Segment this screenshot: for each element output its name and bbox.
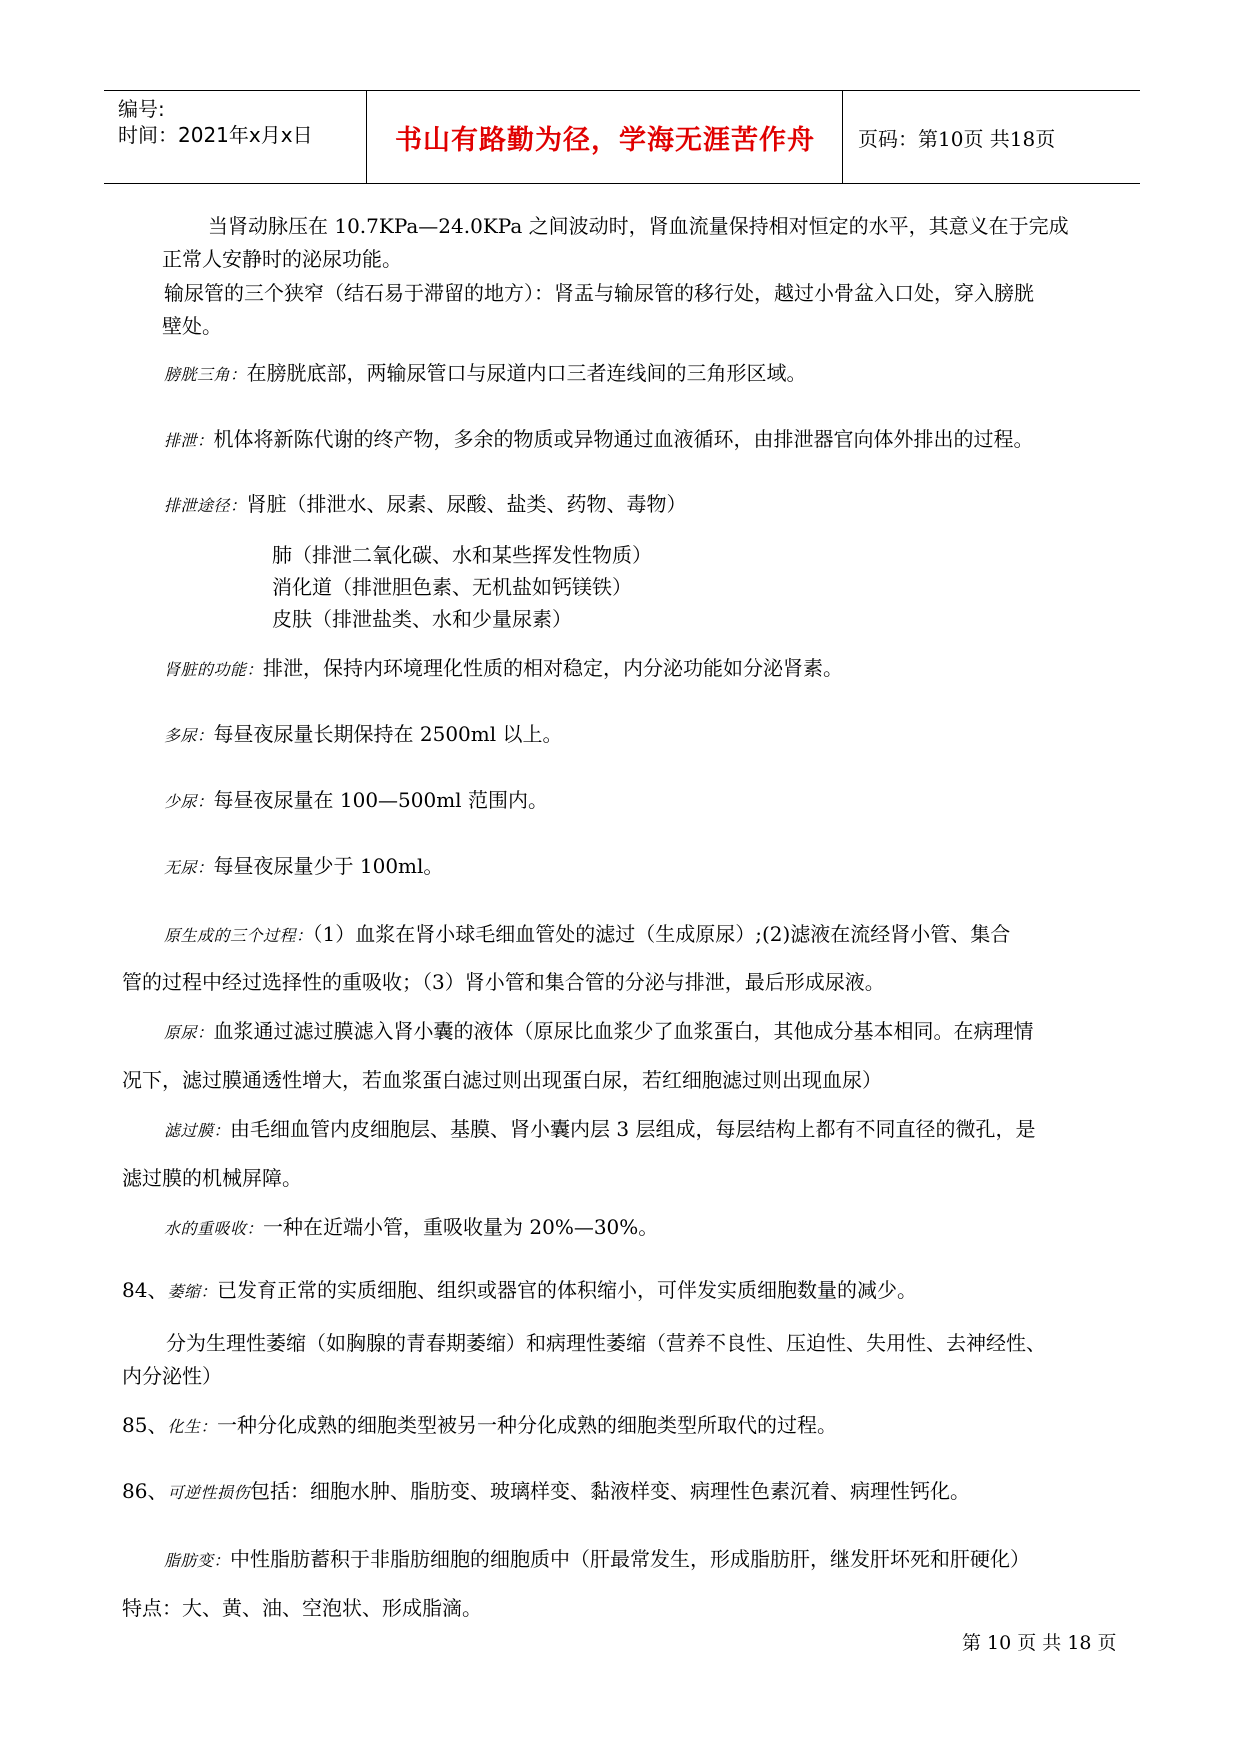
body-line: 管的过程中经过选择性的重吸收；（3）肾小管和集合管的分泌与排泄，最后形成尿液。 <box>122 970 885 994</box>
definition-line: 水的重吸收：一种在近端小管，重吸收量为 20%—30%。 <box>164 1215 659 1239</box>
term-label: 水的重吸收： <box>164 1219 264 1238</box>
definition-line: 膀胱三角：在膀胱底部，两输尿管口与尿道内口三者连线间的三角形区域。 <box>164 361 807 385</box>
page-footer: 第 10 页 共 18 页 <box>962 1632 1117 1654</box>
document-time-label: 时间：2021年x月x日 <box>118 123 313 147</box>
term-label: 无尿： <box>164 858 214 877</box>
definition-line: 无尿：每昼夜尿量少于 100ml。 <box>164 854 444 878</box>
definition-line: 多尿：每昼夜尿量长期保持在 2500ml 以上。 <box>164 722 563 746</box>
term-label: 膀胱三角： <box>164 365 247 384</box>
definition-line: 滤过膜：由毛细血管内皮细胞层、基膜、肾小囊内层 3 层组成，每层结构上都有不同直径的微孔，是 <box>164 1117 1036 1141</box>
body-line: 分为生理性萎缩（如胸腺的青春期萎缩）和病理性萎缩（营养不良性、压迫性、失用性、去神经性、 <box>166 1331 1046 1355</box>
page-header <box>104 90 1140 184</box>
term-label: 原生成的三个过程： <box>164 926 313 945</box>
header-motto-cell <box>368 91 843 183</box>
term-label: 脂肪变： <box>164 1551 231 1570</box>
term-label: 少尿： <box>164 792 214 811</box>
item-number: 84、 <box>122 1278 168 1302</box>
document-number-label: 编号: <box>118 97 165 121</box>
term-label: 原尿： <box>164 1023 214 1042</box>
definition-line: 原尿：血浆通过滤过膜滤入肾小囊的液体（原尿比血浆少了血浆蛋白，其他成分基本相同。在病理情 <box>164 1019 1034 1043</box>
item-number: 86、 <box>122 1479 168 1503</box>
body-line: 当肾动脉压在 10.7KPa—24.0KPa 之间波动时，肾血流量保持相对恒定的水平，其意义在于完成 <box>208 214 1069 238</box>
definition-line: 肾脏的功能：排泄，保持内环境理化性质的相对稳定，内分泌功能如分泌肾素。 <box>164 656 844 680</box>
header-page-cell <box>844 91 1140 183</box>
numbered-definition-line: 85、化生：一种分化成熟的细胞类型被另一种分化成熟的细胞类型所取代的过程。 <box>122 1413 837 1437</box>
definition-line: 原生成的三个过程：（1）血浆在肾小球毛细血管处的滤过（生成原尿）;(2)滤液在流经肾小管、集合 <box>164 922 1011 946</box>
header-left-cell <box>104 91 367 183</box>
definition-line: 排泄途径：肾脏（排泄水、尿素、尿酸、盐类、药物、毒物） <box>164 492 687 516</box>
header-motto: 书山有路勤为径，学海无涯苦作舟 <box>395 124 815 156</box>
definition-line: 脂肪变：中性脂肪蓄积于非脂肪细胞的细胞质中（肝最常发生，形成脂肪肝，继发肝坏死和肝硬化） <box>164 1547 1031 1571</box>
term-label: 排泄： <box>164 431 214 450</box>
body-line: 特点：大、黄、油、空泡状、形成脂滴。 <box>122 1596 482 1620</box>
body-line: 滤过膜的机械屏障。 <box>122 1166 302 1190</box>
term-label: 肾脏的功能： <box>164 660 264 679</box>
term-label: 排泄途径： <box>164 496 247 515</box>
body-line: 壁处。 <box>162 314 222 338</box>
term-label: 多尿： <box>164 726 214 745</box>
item-number: 85、 <box>122 1413 168 1437</box>
definition-line: 少尿：每昼夜尿量在 100—500ml 范围内。 <box>164 788 548 812</box>
body-line: 消化道（排泄胆色素、无机盐如钙镁铁） <box>272 575 632 599</box>
numbered-definition-line: 86、可逆性损伤包括：细胞水肿、脂肪变、玻璃样变、黏液样变、病理性色素沉着、病理性钙化。 <box>122 1479 970 1503</box>
body-line: 况下，滤过膜通透性增大，若血浆蛋白滤过则出现蛋白尿，若红细胞滤过则出现血尿） <box>122 1068 882 1092</box>
body-line: 内分泌性） <box>122 1364 222 1388</box>
definition-line: 排泄：机体将新陈代谢的终产物，多余的物质或异物通过血液循环，由排泄器官向体外排出的过程。 <box>164 427 1034 451</box>
body-line: 皮肤（排泄盐类、水和少量尿素） <box>272 607 572 631</box>
term-label: 萎缩： <box>167 1282 217 1301</box>
term-label: 可逆性损伤 <box>167 1483 250 1502</box>
body-line: 正常人安静时的泌尿功能。 <box>162 247 402 271</box>
numbered-definition-line: 84、萎缩：已发育正常的实质细胞、组织或器官的体积缩小，可伴发实质细胞数量的减少。 <box>122 1278 917 1302</box>
body-line: 肺（排泄二氧化碳、水和某些挥发性物质） <box>272 543 652 567</box>
header-page-info: 页码：第10页 共18页 <box>858 126 1056 151</box>
body-line: 输尿管的三个狭窄（结石易于滞留的地方）：肾盂与输尿管的移行处，越过小骨盆入口处，穿入膀胱 <box>164 281 1034 305</box>
term-label: 滤过膜： <box>164 1121 231 1140</box>
term-label: 化生： <box>167 1417 217 1436</box>
